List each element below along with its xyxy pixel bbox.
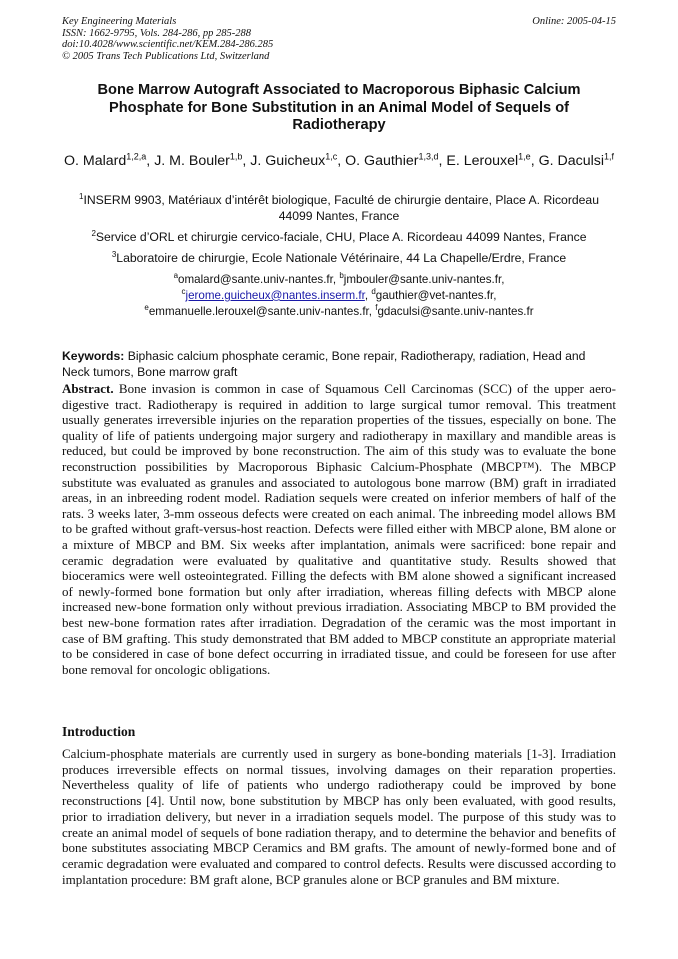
- abstract-text: Bone invasion is common in case of Squamous Cell Carcinomas (SCC) of the upper aero-digestive tract. Radiotherapy is required in addition to large surgical tumor removal. This treatment usually generates irreversible injuries on the reparation properties of the tissues, especially on bone. The quality of life of patients undergoing major surgery and radiotherapy in maxillary and mandible areas is reduced, but could be improved by bone reconstruction. The aim of this study was to evaluate the bone reconstruction possibilities by Macroporous Biphasic Calcium-Phosphate (MBCP™). The MBCP substitute was evaluated as granules and associated to autologous bone marrow (BM) graft in irradiated areas, in an inbreeding rodent model. Radiation sequels were created on inferior members of half of the rats. 3 weeks later, 3-mm osseous defects were created on each animal. The inbreeding model allows BM to be grafted without graft-versus-host reaction. Defects were filled either with MBCP alone, BM alone or a mixture of MBCP and BM. Six weeks after implantation, animals were sacrificed: bone repair and ceramic degradation were evaluated by qualitative and quantitative study. Results showed that bioceramics were well osteointegrated. Filling the defects with BM alone showed a significant increased of newly-formed bone formation but only after irradiation, whereas filling defects with MBCP alone increased new-bone formation only without previous irradiation. Associating MBCP to BM provided the best new-bone formation rates after irradiation. Degradation of the ceramic was the most important in case of BM grafting. This study demonstrated that BM added to MBCP constitute an appropriate material to be considered in case of bone defect occurring in irradiated tissue, and could be foreseen for use after bone removal for oncologic obligations.: [62, 381, 616, 677]
- email: emmanuelle.lerouxel@sante.univ-nantes.fr,: [148, 304, 372, 318]
- email: gdaculsi@sante.univ-nantes.fr: [377, 304, 534, 318]
- abstract: [62, 381, 616, 677]
- keywords-text: Biphasic calcium phosphate ceramic, Bone repair, Radiotherapy, radiation, Head and Neck tumors, Bone marrow graft: [62, 349, 586, 379]
- abstract-label: Abstract.: [62, 381, 114, 396]
- email-list: $^a$omalard@sante.univ-nantes.fr, $^b$jmbouler@sante.univ-nantes.fr, $^c$jerome.guicheux@nantes.inserm.fr, $^d$gauthier@vet-nantes.fr, $^e$emmanuelle.lerouxel@sante.univ-nantes.fr, $^f$gdaculsi@sante.univ-nantes.fr: [144, 271, 534, 318]
- doi-line: doi:10.4028/www.scientific.net/KEM.284-286.285: [62, 39, 274, 51]
- journal-header: [62, 16, 616, 62]
- introduction-text: Calcium-phosphate materials are currently used in surgery as bone-bonding materials [1-3]. Irradiation produces irreversible effects on normal tissues, involving damages on their reparation properties. Nevertheless quality of life of patients who undergo radiotherapy could be improved by bone reconstructions [4]. Until now, bone substitution by MBCP has only been evaluated, with good results, prior to irradiation delivery, but never in a irradiation sequels model. The purpose of this study was to create an animal model of sequels of bone radiation therapy, and to determine the behavior and benefits of bone substitutes associating MBCP Ceramics and BM grafts. The amount of newly-formed bone and of ceramic degradation were evaluated and compared to control defects. Results were discussed according to implantation procedure: BM graft alone, BCP granules alone or BCP granules and BM mixture.: [62, 746, 616, 887]
- email: gauthier@vet-nantes.fr,: [375, 288, 497, 302]
- email: jmbouler@sante.univ-nantes.fr,: [343, 273, 505, 286]
- introduction-heading: Introduction: [62, 724, 136, 739]
- keywords: [62, 349, 616, 380]
- journal-name: Key Engineering Materials: [62, 16, 177, 27]
- author-list: O. Malard$^{1,2,a}$, J. M. Bouler$^{1,b}$, J. Guicheux$^{1,c}$, O. Gauthier$^{1,3,d}$, E. Lerouxel$^{1,e}$, G. Daculsi$^{1,f}$: [63, 151, 615, 169]
- author: O. Gauthier$^{1,3,d}$: [345, 151, 439, 169]
- copyright-line: © 2005 Trans Tech Publications Ltd, Switzerland: [62, 50, 270, 62]
- email-link[interactable]: jerome.guicheux@nantes.inserm.fr: [185, 288, 365, 302]
- issn-line: ISSN: 1662-9795, Vols. 284-286, pp 285-288: [62, 27, 251, 39]
- author: E. Lerouxel$^{1,e}$: [446, 151, 531, 169]
- email: omalard@sante.univ-nantes.fr,: [178, 273, 337, 286]
- author: G. Daculsi$^{1,f}$: [538, 151, 615, 169]
- affiliation-2: $^2$Service d’ORL et chirurgie cervico-faciale, CHU, Place A. Ricordeau 44099 Nantes, France: [91, 228, 587, 244]
- affiliation-1: $^1$INSERM 9903, Matériaux d’intérêt biologique, Faculté de chirurgie dentaire, Place A. Ricordeau 44099 Nantes, France: [79, 191, 599, 223]
- online-date: Online: 2005-04-15: [532, 16, 616, 27]
- author: O. Malard$^{1,2,a}$: [63, 151, 147, 169]
- paper-title: Bone Marrow Autograft Associated to Macroporous Biphasic Calcium Phosphate for Bone Substitution in an Animal Model of Sequels of Radiotherapy: [97, 82, 581, 134]
- affiliation-3: $^3$Laboratoire de chirurgie, Ecole Nationale Vétérinaire, 44 La Chapelle/Erdre, France: [111, 249, 567, 265]
- keywords-label: Keywords:: [62, 349, 125, 363]
- author: J. Guicheux$^{1,c}$: [250, 151, 338, 169]
- author: J. M. Bouler$^{1,b}$: [154, 151, 243, 169]
